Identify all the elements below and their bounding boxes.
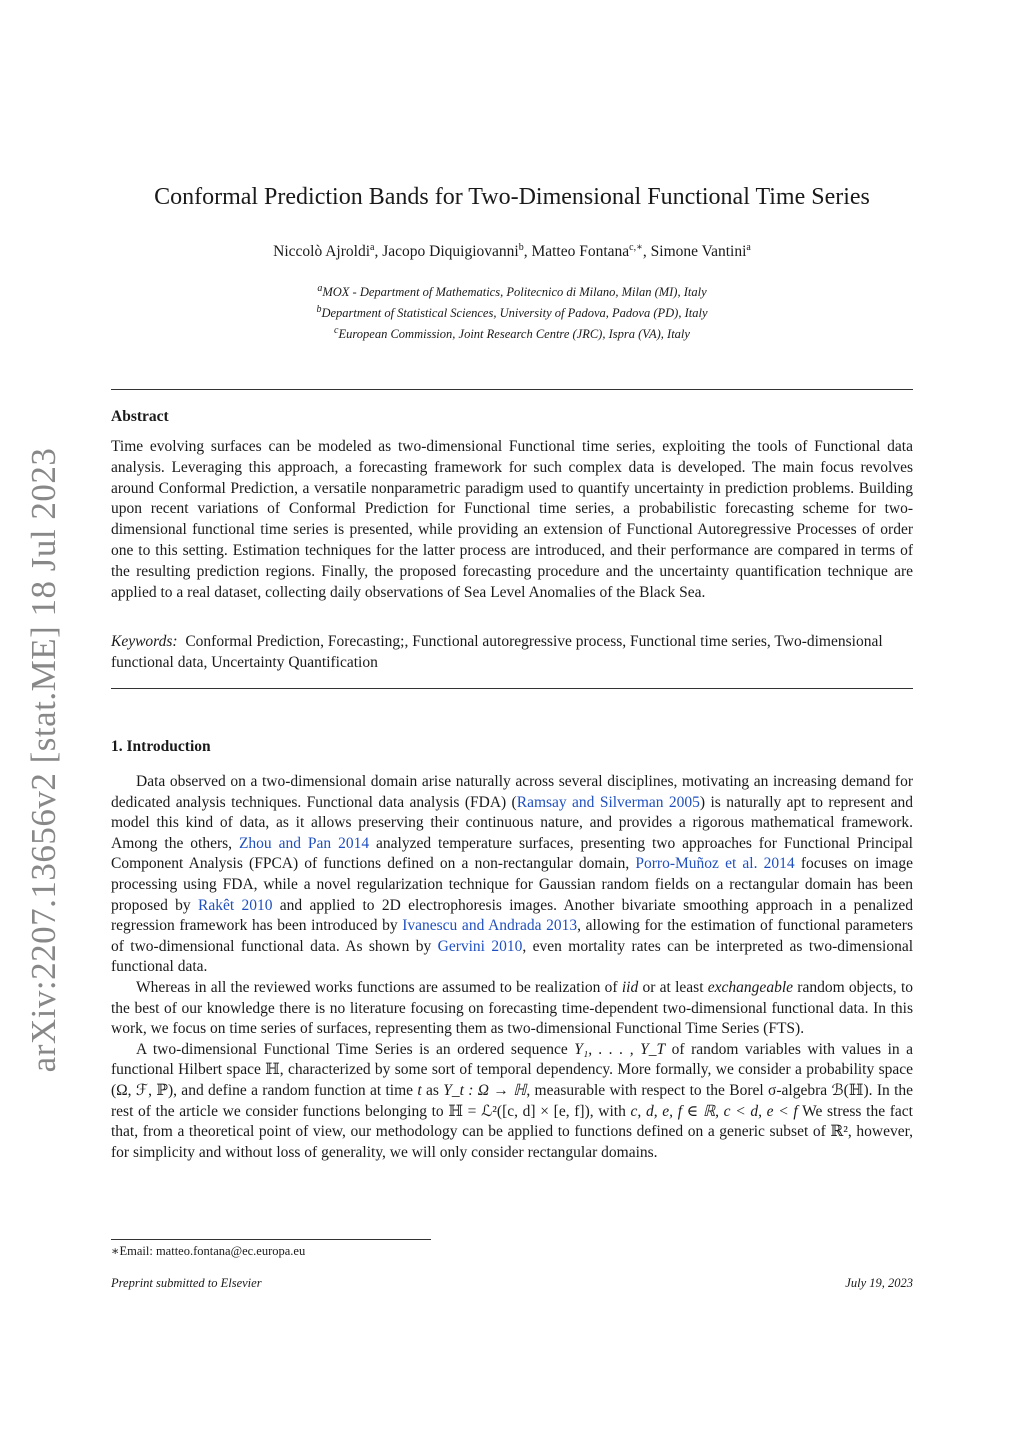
paper-title: Conformal Prediction Bands for Two-Dimensional Functional Time Series (154, 184, 870, 210)
affiliation: $^b$Department of Statistical Sciences, University of Padova, Padova (PD), Italy (316, 304, 708, 321)
citation-link[interactable]: Ramsay and Silverman 2005 (516, 793, 700, 811)
author-name: Niccolò Ajroldi (273, 243, 371, 261)
author-name: Matteo Fontana (531, 243, 630, 261)
affiliation: $^c$European Commission, Joint Research Centre (JRC), Ispra (VA), Italy (334, 325, 690, 342)
arxiv-identifier: arXiv:2207.13656v2 [stat.ME] 18 Jul 2023 (24, 447, 63, 1073)
keywords-label: Keywords: (111, 633, 178, 650)
affiliations (0, 280, 1024, 343)
paragraph: Whereas in all the reviewed works functions are assumed to be realization of iid or at least exchangeable random objects, to the best of our knowledge there is no literature focusing on forecasting time-dependent two-dimensional functional data. In this work, we focus on time series of surfaces, representing them as two-dimensional Functional Time Series (FTS). (111, 978, 913, 1038)
abstract-bottom-rule (111, 688, 913, 689)
footnote-rule (111, 1239, 431, 1240)
author-affil-mark: a (746, 242, 751, 253)
affiliation: $^a$MOX - Department of Mathematics, Politecnico di Milano, Milan (MI), Italy (317, 283, 707, 300)
citation-link[interactable]: Zhou and Pan 2014 (238, 834, 370, 852)
author-name: Jacopo Diquigiovanni (382, 243, 519, 261)
keywords (111, 632, 913, 674)
section-heading: 1. Introduction (111, 738, 211, 755)
author-affil-mark: b (518, 242, 524, 253)
abstract-text: Time evolving surfaces can be modeled as two-dimensional Functional time series, exploiting the tools of Functional data analysis. Leveraging this approach, a forecasting framework for such complex data is developed. The main focus revolves around Conformal Prediction, a versatile nonparametric paradigm used to quantify uncertainty in prediction problems. Building upon recent variations of Conformal Prediction for Functional time series, a probabilistic forecasting scheme for two-dimensional functional time series is presented, while providing an extension of Functional Autoregressive Processes of order one to this setting. Estimation techniques for the latter process are introduced, and their performance are compared in terms of the resulting prediction regions. Finally, the proposed forecasting procedure and the uncertainty quantification technique are applied to a real dataset, collecting daily observations of Sea Level Anomalies of the Black Sea. (111, 438, 913, 601)
citation-link[interactable]: Ivanescu and Andrada 2013 (402, 917, 578, 935)
author-list: Niccolò Ajroldi$^a$, Jacopo Diquigiovanni$^b$, Matteo Fontana$^{c,∗}$, Simone Vantini$^a$ (273, 242, 751, 261)
abstract-top-rule (111, 389, 913, 390)
author-name: Simone Vantini (650, 243, 747, 261)
footnote-email: ∗Email: matteo.fontana@ec.europa.eu (111, 1244, 306, 1258)
paragraph: A two-dimensional Functional Time Series is an ordered sequence Y₁, . . . , Y_T of random variables with values in a functional Hilbert space ℍ, characterized by some sort of temporal dependency. More formally, we consider a probability space (Ω, ℱ, ℙ), and define a random function at time t as Y_t : Ω → ℍ, measurable with respect to the Borel σ-algebra ℬ(ℍ). In the rest of the article we consider functions belonging to ℍ = ℒ²([c, d] × [e, f]), with c, d, e, f ∈ ℝ, c < d, e < f We stress the fact that, from a theoretical point of view, our methodology can be applied to functions defined on a generic subset of ℝ², however, for simplicity and without loss of generality, we will only consider rectangular domains. (111, 1040, 914, 1161)
citation-link[interactable]: Porro-Muñoz et al. 2014 (635, 855, 795, 873)
paragraph: Data observed on a two-dimensional domain arise naturally across several disciplines, motivating an increasing demand for dedicated analysis techniques. Functional data analysis (FDA) (Ramsay and Silverman 2005) is naturally apt to represent and model this kind of data, as it allows preserving their continuous nature, and provides a rigorous mathematical framework. Among the others, Zhou and Pan 2014 analyzed temperature surfaces, presenting two approaches for Functional Principal Component Analysis (FPCA) of functions defined on a non-rectangular domain, Porro-Muñoz et al. 2014 focuses on image processing using FDA, while a novel regularization technique for Gaussian random fields on a rectangular domain has been proposed by Rakêt 2010 and applied to 2D electrophoresis images. Another bivariate smoothing approach in a penalized regression framework has been introduced by Ivanescu and Andrada 2013, allowing for the estimation of functional parameters of two-dimensional functional data. As shown by Gervini 2010, even mortality rates can be interpreted as two-dimensional functional data. (111, 773, 914, 976)
citation-link[interactable]: Gervini 2010 (437, 937, 523, 955)
footer-date: July 19, 2023 (845, 1276, 913, 1290)
abstract-heading: Abstract (111, 408, 169, 425)
keywords-list: Conformal Prediction, Forecasting;, Functional autoregressive process, Functional time series, Two-dimensional functional data, Uncertainty Quantification (111, 633, 883, 671)
author-affil-mark: a (370, 242, 375, 253)
author-affil-mark: c,∗ (629, 242, 643, 253)
footer-preprint-note: Preprint submitted to Elsevier (111, 1276, 262, 1290)
introduction-body (111, 772, 913, 1163)
citation-link[interactable]: Rakêt 2010 (197, 896, 273, 914)
